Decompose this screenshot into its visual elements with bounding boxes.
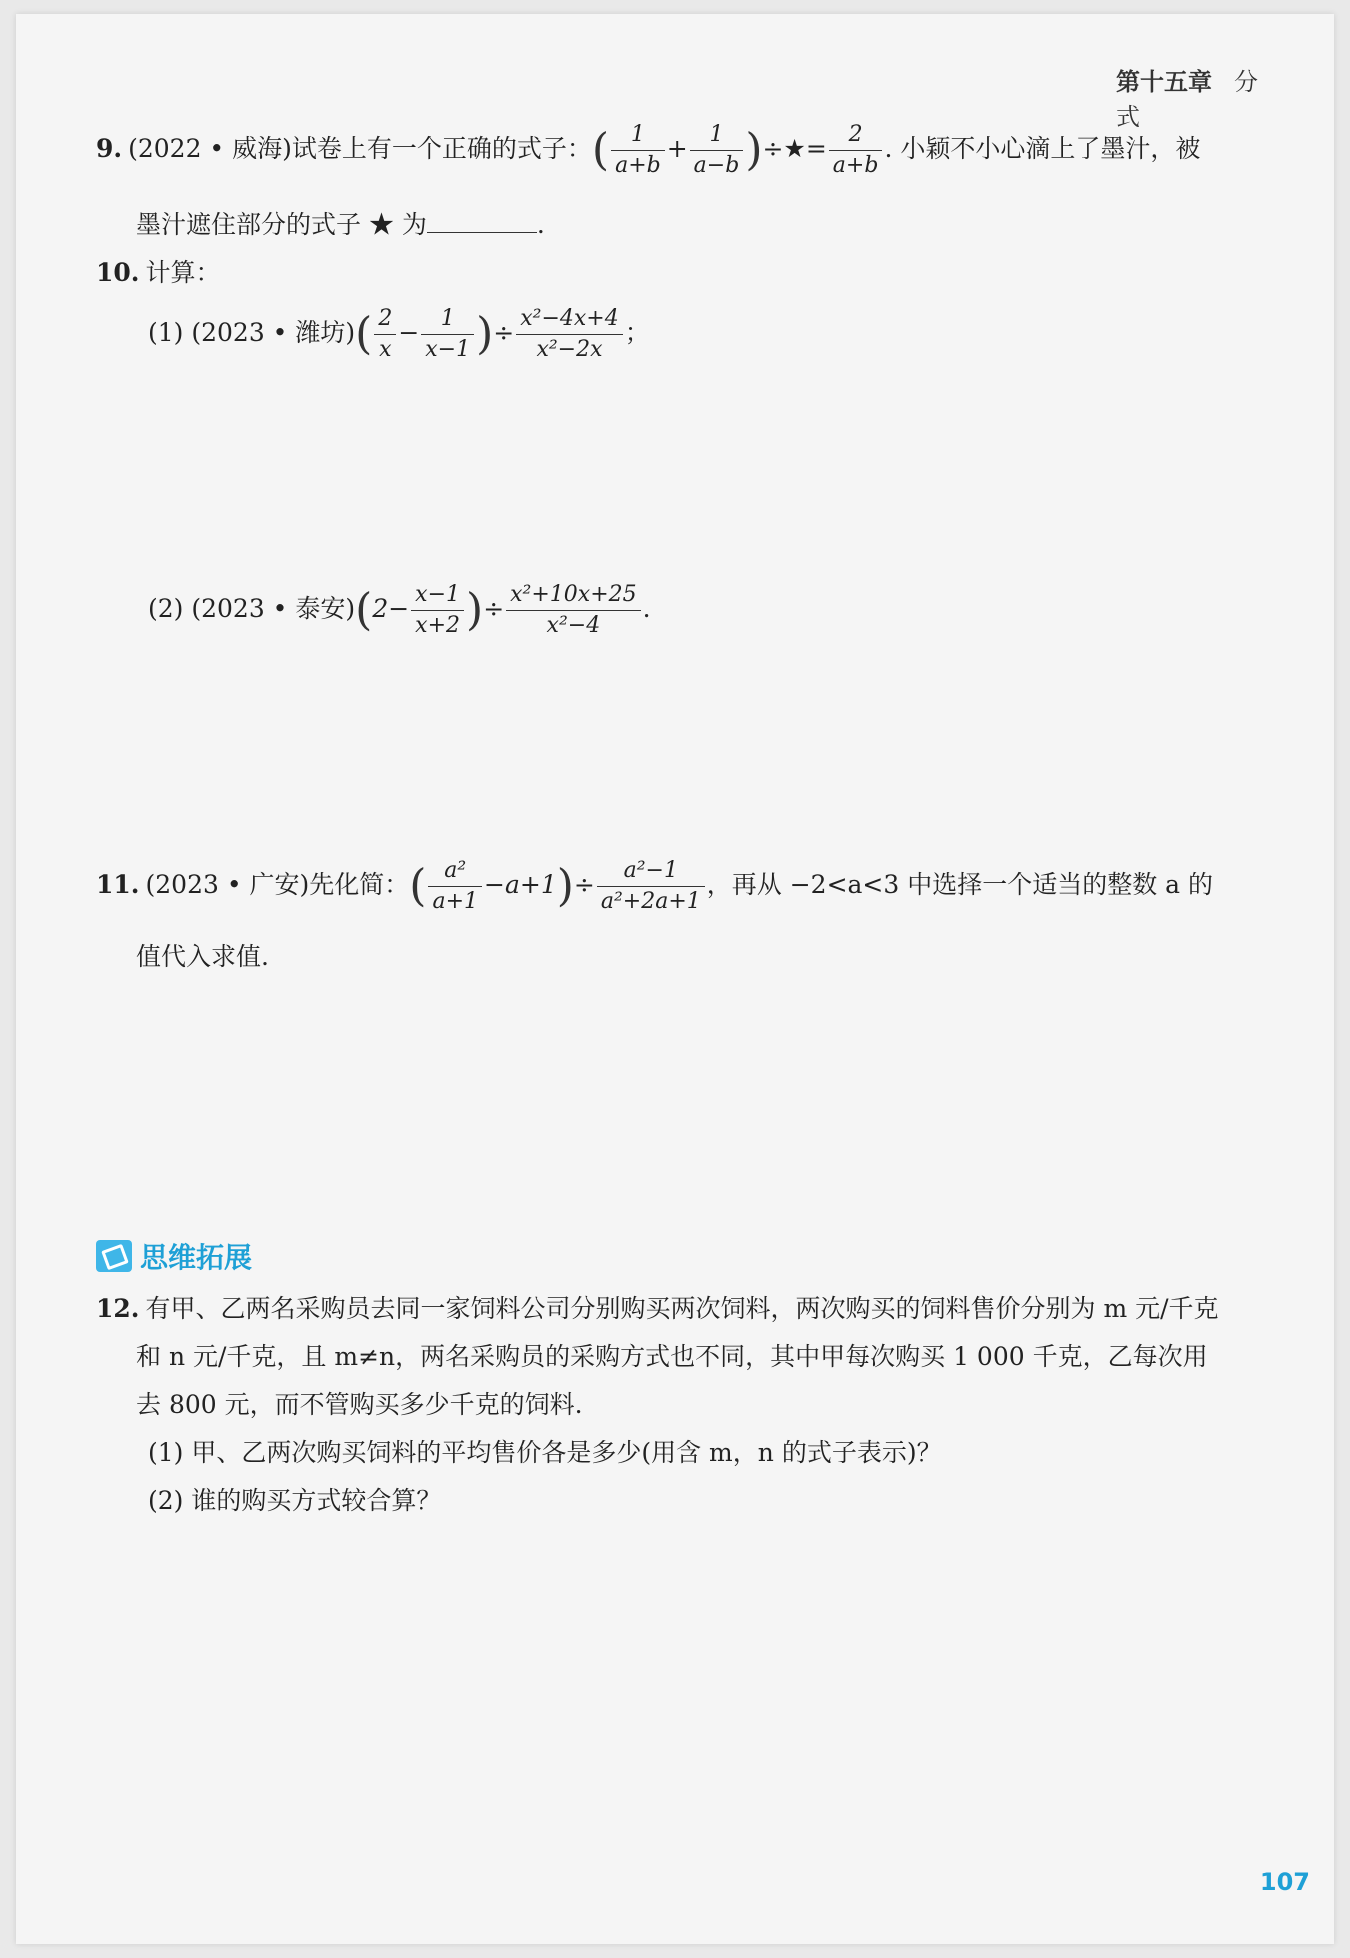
fraction xyxy=(611,120,665,181)
numerator: x−1 xyxy=(411,580,464,611)
fraction xyxy=(829,120,883,181)
left-paren: ( xyxy=(591,124,610,176)
fraction xyxy=(690,120,744,181)
question-text: ，再从 −2<a<3 中选择一个适当的整数 a 的 xyxy=(706,870,1214,899)
question-12-line-1 xyxy=(96,1292,1219,1326)
question-12-line-3 xyxy=(136,1388,583,1422)
denominator: a−b xyxy=(693,153,740,178)
numerator: a²−1 xyxy=(597,856,705,887)
question-10-title xyxy=(96,256,221,290)
expression: −a+1 xyxy=(484,870,557,899)
numerator: x²+10x+25 xyxy=(506,580,641,611)
denominator: x−1 xyxy=(425,337,471,362)
numerator: 1 xyxy=(421,304,474,335)
right-paren: ) xyxy=(466,584,484,636)
question-text: 值代入求值. xyxy=(136,942,269,971)
numerator: 1 xyxy=(690,120,744,151)
question-text: 去 800 元，而不管购买多少千克的饲料. xyxy=(136,1390,583,1419)
question-text: 有甲、乙两名采购员去同一家饲料公司分别购买两次饲料，两次购买的饲料售价分别为 m 元/千克 xyxy=(145,1294,1219,1323)
answer-blank[interactable] xyxy=(427,208,537,233)
question-number: 10. xyxy=(96,258,140,287)
operator: ÷★= xyxy=(762,134,827,163)
question-text: . 小颖不小心滴上了墨汁，被 xyxy=(884,134,1201,163)
page-number: 107 xyxy=(1259,1868,1310,1896)
denominator: x²−4 xyxy=(546,613,601,638)
denominator: x xyxy=(379,337,392,362)
question-12-part-2 xyxy=(148,1484,441,1518)
question-text: 先化简： xyxy=(309,870,410,899)
punctuation: . xyxy=(536,210,545,239)
expression: 2− xyxy=(372,594,410,623)
operator: + xyxy=(666,134,688,163)
denominator: a²+2a+1 xyxy=(600,889,701,914)
question-number: 9. xyxy=(96,134,123,163)
left-paren: ( xyxy=(355,308,373,360)
question-12-line-2 xyxy=(136,1340,1208,1374)
fraction xyxy=(516,304,623,365)
section-title: 思维拓展 xyxy=(140,1241,253,1274)
numerator: 1 xyxy=(611,120,665,151)
right-paren: ) xyxy=(476,308,494,360)
numerator: 2 xyxy=(829,120,883,151)
question-11-line-1 xyxy=(96,856,1213,917)
numerator: x²−4x+4 xyxy=(516,304,623,335)
right-paren: ) xyxy=(745,124,763,176)
denominator: x²−2x xyxy=(536,337,603,362)
denominator: a+b xyxy=(832,153,879,178)
operator: ÷ xyxy=(483,594,505,623)
left-paren: ( xyxy=(355,584,373,636)
numerator: a² xyxy=(428,856,482,887)
numerator: 2 xyxy=(374,304,396,335)
question-9-line-1 xyxy=(96,120,1200,181)
question-9-line-2 xyxy=(136,208,545,242)
question-11-line-2 xyxy=(136,940,269,974)
right-paren: ) xyxy=(556,860,574,912)
question-number: 12. xyxy=(96,1294,140,1323)
pencil-note-icon xyxy=(96,1240,132,1272)
chapter-label: 第十五章 xyxy=(1116,68,1212,96)
fraction xyxy=(506,580,641,641)
punctuation: ； xyxy=(624,318,650,347)
question-10-part-2 xyxy=(148,580,651,641)
punctuation: . xyxy=(642,594,651,623)
left-paren: ( xyxy=(409,860,427,912)
section-header xyxy=(96,1236,252,1276)
operator: ÷ xyxy=(573,870,595,899)
question-text: 试卷上有一个正确的式子： xyxy=(291,134,592,163)
fraction xyxy=(597,856,705,917)
operator: ÷ xyxy=(493,318,515,347)
fraction xyxy=(428,856,482,917)
fraction xyxy=(421,304,474,365)
question-number: 11. xyxy=(96,870,140,899)
part-text: (2) 谁的购买方式较合算？ xyxy=(148,1486,442,1515)
question-source: (2022 • 威海) xyxy=(128,134,292,163)
question-12-part-1 xyxy=(148,1436,942,1470)
question-text: 计算： xyxy=(145,258,221,287)
operator: − xyxy=(398,318,420,347)
question-text: 墨汁遮住部分的式子 ★ 为 xyxy=(136,210,427,239)
question-10-part-1 xyxy=(148,304,650,365)
part-label: (2) (2023 • 泰安) xyxy=(148,594,356,623)
denominator: a+b xyxy=(615,153,661,178)
part-text: (1) 甲、乙两次购买饲料的平均售价各是多少(用含 m，n 的式子表示)？ xyxy=(148,1438,942,1467)
fraction xyxy=(411,580,464,641)
question-text: 和 n 元/千克，且 m≠n，两名采购员的采购方式也不同，其中甲每次购买 1 000 千克，乙每次用 xyxy=(136,1342,1208,1371)
subject-label: 分式 xyxy=(1116,68,1274,131)
denominator: x+2 xyxy=(415,613,461,638)
part-label: (1) (2023 • 潍坊) xyxy=(148,318,356,347)
question-source: (2023 • 广安) xyxy=(145,870,310,899)
fraction xyxy=(374,304,396,365)
denominator: a+1 xyxy=(432,889,479,914)
